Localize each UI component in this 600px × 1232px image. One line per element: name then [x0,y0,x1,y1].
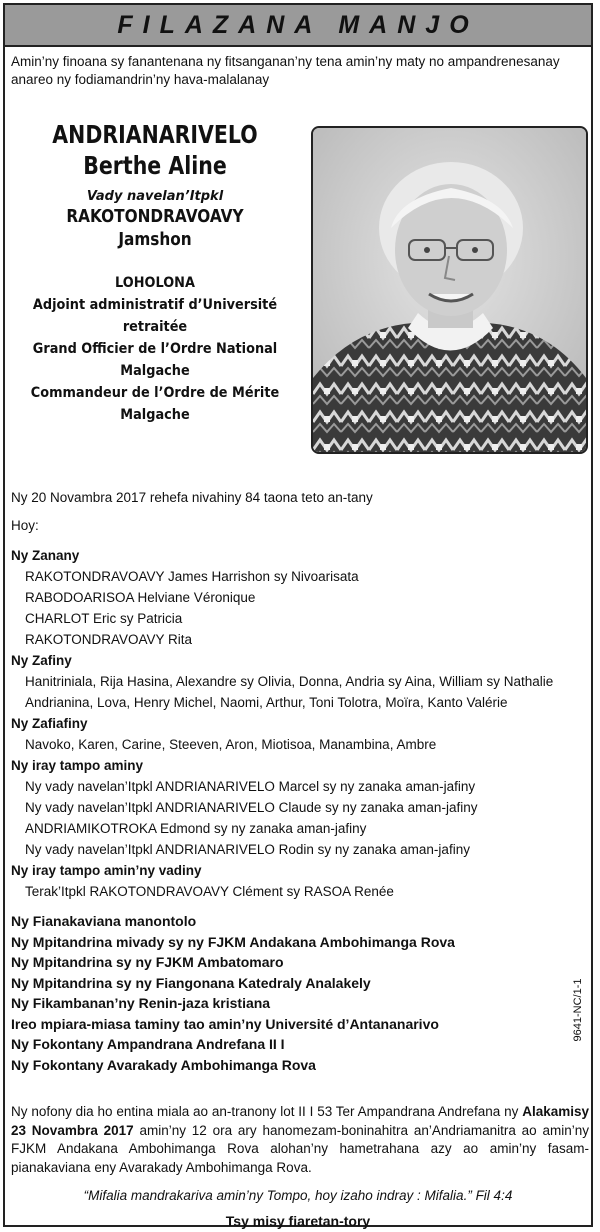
title-line: retraitée [122,319,188,335]
bible-verse: “Mifalia mandrakariva amin’ny Tompo, hoy izaho indray : Mifalia.” Fil 4:4 [83,1188,513,1203]
intro-text: Amin’ny finoana sy fanantenana ny fitsanganan’ny tena amin’ny maty no ampandrenesanay anareo ny fodiamandrin’ny hava-malalanay [11,54,560,87]
association-line: Ny Fokontany Avarakady Ambohimanga Rova [11,1056,316,1073]
family-group-title: Ny Zafiny [11,653,72,668]
title-line: Malgache [120,363,190,379]
family-group-title: Ny Zafiafiny [11,716,88,731]
funeral-text-before: Ny nofony dia ho entina miala ao an-tranony lot II I 53 Ter Ampandrana Andrefana ny [11,1104,523,1119]
family-group-title: Ny iray tampo amin’ny vadiny [11,863,202,878]
widow-of-label: Vady navelan’Itpkl [86,189,224,204]
association-line: Ny Mpitandrina sy ny FJKM Ambatomaro [11,954,284,970]
family-line: Andrianina, Lova, Henry Michel, Naomi, Arthur, Toni Tolotra, Moïra, Kanto Valérie [25,695,508,710]
family-line: Ny vady navelan’Itpkl ANDRIANARIVELO Rodin sy ny zanaka aman-jafiny [25,842,470,857]
family-group-title: Ny Zanany [11,548,80,563]
deceased-titles [17,272,293,426]
family-line: Hanitriniala, Rija Hasina, Alexandre sy Olivia, Donna, Andria sy Aina, William sy Nathalie [25,674,554,689]
family-line: Navoko, Karen, Carine, Steeven, Aron, Miotisoa, Manambina, Ambre [25,737,437,752]
family-list [11,545,553,902]
family-line: RABODOARISOA Helviane Véronique [25,590,256,605]
closing-line: Tsy misy fiaretan-tory [225,1213,371,1229]
deceased-given-names: Berthe Aline [83,151,227,180]
portrait-photo [311,126,588,454]
family-group-title: Ny iray tampo aminy [11,758,144,773]
family-line: Ny vady navelan’Itpkl ANDRIANARIVELO Marcel sy ny zanaka aman-jafiny [25,779,476,794]
title-line: Commandeur de l’Ordre de Mérite [30,385,280,401]
funeral-details [11,1103,589,1177]
obituary-notice [3,3,593,1227]
family-line: RAKOTONDRAVOAVY Rita [25,632,193,647]
death-info: Ny 20 Novambra 2017 rehefa nivahiny 84 taona teto an-tany [11,490,373,505]
family-line: ANDRIAMIKOTROKA Edmond sy ny zanaka aman-jafiny [25,821,367,836]
husband-surname: RAKOTONDRAVOAVY [66,206,244,227]
family-line: Ny vady navelan’Itpkl ANDRIANARIVELO Claude sy ny zanaka aman-jafiny [25,800,478,815]
association-line: Ny Mpitandrina mivady sy ny FJKM Andakana Ambohimanga Rova [11,933,455,950]
title-line: Malgache [120,407,190,423]
association-line: Ny Mpitandrina sy ny Fiangonana Katedraly Analakely [11,974,371,991]
title-line: LOHOLONA [115,275,195,291]
notice-header [5,5,591,47]
deceased-name-block [5,120,305,426]
notice-title: FILAZANA MANJO [117,10,479,39]
funeral-date: Alakamisy 23 Novambra 2017 [11,1104,589,1138]
association-line: Ireo mpiara-miasa taminy tao amin’ny Université d’Antananarivo [11,1015,439,1032]
funeral-text-after: amin’ny 12 ora ary hanomezam-boninahitra an’Andriamanitra ao amin’ny FJKM Andakana Ambohimanga Rova alohan’ny hametrahana azy ao amin’ny fasam-pianakaviana eny Avarakady Ambohimanga Rova. [11,1122,590,1175]
reference-code [568,970,588,1050]
family-line: Terak’Itpkl RAKOTONDRAVOAVY Clément sy RASOA Renée [25,884,394,899]
deceased-surname: ANDRIANARIVELO [52,120,258,149]
husband-given-name: Jamshon [118,229,192,250]
family-line: RAKOTONDRAVOAVY James Harrishon sy Nivoarisata [25,569,359,584]
reference-code-text: 9641-NC/1-1 [572,978,584,1042]
association-line: Ny Fokontany Ampandrana Andrefana II I [11,1036,285,1052]
title-line: Adjoint administratif d’Université [32,297,278,313]
family-line: CHARLOT Eric sy Patricia [25,611,183,626]
associations-list [11,911,455,1075]
title-line: Grand Officier de l’Ordre National [32,341,278,357]
association-line: Ny Fianakaviana manontolo [11,913,197,929]
association-line: Ny Fikambanan’ny Renin-jaza kristiana [11,995,271,1011]
hoy-label: Hoy: [11,518,39,533]
